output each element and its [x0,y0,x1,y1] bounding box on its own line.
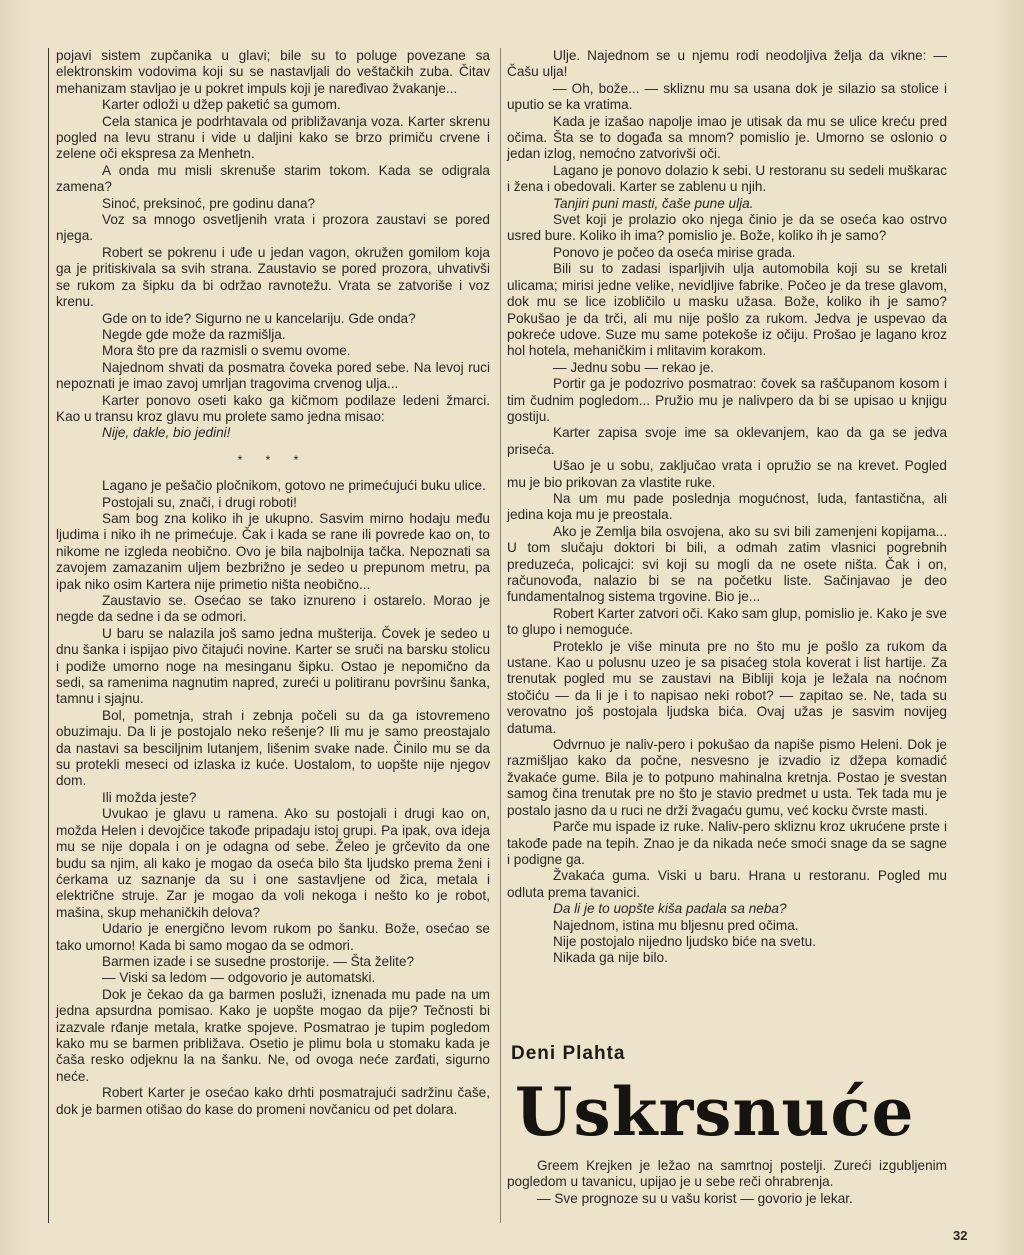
paragraph: Dok je čekao da ga barmen posluži, iznenada mu pade na um jedna apsurdna pomisao. Kako je uopšte mogao da pije? Tečnosti bi izazvale rđanje metala, kratke spojeve. Posmatrao je tupim pogledom kako mu se barmen približava. Osetio je plimu bola u stomaku kada je čaša resko odjeknu la na šanku. Ne, od ovoga neće zarđati, sigurno neće. [56,986,490,1084]
story-title: Uskrsnuće [515,1073,915,1151]
left-margin-rule [48,48,49,1223]
paragraph: Bol, pometnja, strah i zebnja počeli su da ga istovremeno obuzimaju. Da li je postojalo neko rešenje? Ili mu je samo preostajalo da nastavi sa besciljnim lutanjem, lišenim svake nade. Činilo mu se da su protekli meseci od izlaska iz kuće. Uostalom, to uopšte nije njegov dom. [56,707,490,789]
paragraph: Lagano je ponovo dolazio k sebi. U restoranu su sedeli muškarac i žena i obedovali. Karter se zablenu u njih. [507,162,947,195]
paragraph: Robert se pokrenu i uđe u jedan vagon, okružen gomilom koja ga je pritiskivala sa svih strana. Zaustavio se pored prozora, uhvativši se rukom za šipku da bi održao ravnotežu. Vrata se zatvoriše i voz krenu. [56,244,490,310]
paragraph: — Sve prognoze su u vašu korist — govorio je lekar. [537,1190,853,1206]
paragraph: Najednom, istina mu bljesnu pred očima. [553,917,799,933]
paragraph: Bili su to zadasi isparljivih ulja automobila koji su se kretali ulicama; mirisi jedne velike, nevidljive fabrike. Počeo je da trese glavom, dok mu se lice izobličilo u masku užasa. Bože, koliko ih je samo? Pokušao je da trči, ali mu nije pošlo za rukom. Jedva je uspevao da pokreće udove. Suze mu same potekoše iz očiju. Prošao je lagano kroz hol hotela, mehaničkim i mlitavim korakom. [507,261,947,359]
story-opening [507,1158,947,1207]
paragraph: Nije, dakle, bio jedini! [102,425,231,441]
paragraph: Cela stanica je podrhtavala od približavanja voza. Karter skrenu pogled na levu stranu i vide u daljini kako se brzo primiču crvene i zelene oči ekspresa za Menhetn. [56,113,490,162]
paragraph: — Jednu sobu — rekao je. [553,359,714,375]
paragraph: Parče mu ispade iz ruke. Naliv-pero skliznu kroz ukrućene prste i takođe pade na tepih. Znao je da nikada neće smoći snage da se sagne i podigne ga. [507,819,947,867]
column-divider [500,48,501,1223]
paragraph: Zaustavio se. Osećao se tako iznureno i ostarelo. Morao je negde da sedne i da se odmori. [56,593,490,625]
paragraph: Barmen izade i se susedne prostorije. — Šta želite? [102,953,415,969]
paragraph: Kada je izašao napolje imao je utisak da mu se ulice kreću pred očima. Šta se to događa sa mnom? pomislio je. Umorno se oslonio o jedan izlog, nemoćno zatvorivši oči. [507,113,947,162]
right-text-column [507,48,947,967]
paragraph: Voz sa mnogo osvetljenih vrata i prozora zaustavi se pored njega. [56,212,490,244]
paragraph: — Viski sa ledom — odgovorio je automatski. [102,970,376,986]
paragraph: Robert Karter je osećao kako drhti posmatrajući sadržinu čaše, dok je barmen otišao do kase do promeni novčanicu od pet dolara. [56,1085,490,1117]
story-author: Deni Plahta [511,1043,626,1064]
paragraph: Lagano je pešačio pločnikom, gotovo ne primećujući buku ulice. [102,478,486,494]
paragraph: A onda mu misli skrenuše starim tokom. Kada se odigrala zamena? [56,162,490,195]
paragraph: Portir ga je podozrivo posmatrao: čovek sa raščupanom kosom i tim čudnim pogledom... Pružio mu je nalivpero da bi se upisao u knjigu gostiju. [507,376,947,424]
paragraph: Negde gde može da razmišlja. [102,326,286,342]
paragraph: Odvrnuo je naliv-pero i pokušao da napiše pismo Heleni. Dok je razmišljao kako da počne, nesvesno je izvadio iz džepa komadić žvakaće gume. Bila je to potpuno mahinalna kretnja. Postao je svestan samog čina trenutak pre no što je stavio predmet u usta. Tek tada mu je postalo jasno da u ruci ne drži žvagaću gumu, već kocku čvrste masti. [507,737,947,818]
paragraph: Greem Krejken je ležao na samrtnoj postelji. Zureći izgubljenim pogledom u tavanicu, upijao je u sebe reči ohrabrenja. [507,1158,947,1190]
paragraph: Proteklo je više minuta pre no što mu je pošlo za rukom da ustane. Kao u polusnu uzeo je sa pisaćeg stola koverat i list hartije. Za trenutak pogled mu se zaustavi na Bibliji koja je ležala na noćnom stočiću — da li je i to napisao neki robot? — zapitao se. Ne, tada su verovatno još postojala ljudska bića. Ovaj užas je sasvim novijeg datuma. [507,638,947,736]
paragraph: pojavi sistem zupčanika u glavi; bile su to poluge povezane sa elektronskim vodovima koji su se nastavljali do veštačkih zuba. Čitav mehanizam stavljao je u pokret impuls koji je naređivao žvakanje... [56,48,490,96]
paragraph: Ili možda jeste? [102,789,197,805]
paragraph: Gde on to ide? Sigurno ne u kancelariju. Gde onda? [102,310,416,326]
paragraph: Udario je energično levom rukom po šanku. Bože, osećao se tako umorno! Kada bi samo mogao da se odmori. [56,921,490,953]
paragraph: Ako je Zemlja bila osvojena, ako su svi bili zamenjeni kopijama... U tom slučaju doktori bi bili, a odmah zatim vlasnici pogrebnih preduzeća, policajci: svi koji su mogli da ne osete ništa. Čak i on, računovođa, nalazio bi se na početku liste. Sačinjavao je deo fundamentalnog sistema trgovine. Bio je... [507,523,947,605]
paragraph: Postojali su, znači, i drugi roboti! [102,494,297,510]
paragraph: — Oh, bože... — skliznu mu sa usana dok je silazio sa stolice i uputio se ka vratima. [507,80,947,113]
paragraph: Mora što pre da razmisli o svemu ovome. [102,343,351,359]
paragraph: Sinoć, preksinoć, pre godinu dana? [102,195,316,211]
paragraph: Najednom shvati da posmatra čoveka pored sebe. Na levoj ruci nepoznati je imao zavoj umrljan tragovima crvenog ulja... [56,359,490,392]
paragraph: Nije postojalo nijedno ljudsko biće na svetu. [553,933,816,949]
paragraph: Ponovo je počeo da oseća mirise grada. [553,244,796,260]
paragraph: Karter zapisa svoje ime sa oklevanjem, kao da ga se jedva priseća. [507,425,947,457]
paragraph: U baru se nalazila još samo jedna mušterija. Čovek je sedeo u dnu šanka i ispijao pivo čitajući novine. Karter se sruči na barsku stolicu i podiže umorno noge na mesinganu šipku. Ostao je nepomično da sedi, sa ramenima nagnutim napred, zureći u politiranu površinu šanka, tamnu i sjajnu. [56,625,490,707]
page-number: 32 [953,1228,968,1243]
paragraph: Ulje. Najednom se u njemu rodi neodoljiva želja da vikne: — Čašu ulja! [507,48,947,80]
paragraph: Da li je to uopšte kiša padala sa neba? [553,901,787,917]
paragraph: Ušao je u sobu, zaključao vrata i opružio se na krevet. Pogled mu je bio prikovan za vlastite ruke. [507,458,947,490]
paragraph: Žvakaća guma. Viski u baru. Hrana u restoranu. Pogled mu odluta prema tavanici. [507,868,947,900]
paragraph: Sam bog zna koliko ih je ukupno. Sasvim mirno hodaju među ljudima i niko ih ne primećuje. Čak i kada se rane ili povrede kao on, to nikome ne izgleda neobično. Ovo je bila najbolnija tačka. Nepoznati sa zavojem zamazanim uljem bezbrižno je sedeo u prepunom metru, pa ipak niko osim Kartera nije primetio ništa neobično... [56,510,490,592]
paragraph: Na um mu pade poslednja mogućnost, luda, fantastična, ali jedina koja mu je preostala. [507,490,947,523]
left-text-column [56,48,490,1118]
section-separator: * * * [237,452,309,467]
paragraph: Karter odloži u džep paketić sa gumom. [102,97,341,113]
paragraph: Nikada ga nije bilo. [553,950,668,966]
paragraph: Uvukao je glavu u ramena. Ako su postojali i drugi kao on, možda Helen i devojčice takođe pripadaju istoj grupi. Pa ipak, ova ideja mu se nije dopala i on je odagna od sebe. Želeo je grčevito da one budu sa njim, ali kako je mogao da oseća bilo šta ljudsko prema ženi i ćerkama uz saznanje da su i one sastavljene od žica, metala i električne struje. Zar je mogao da voli nekoga i nešto ko je robot, mašina, skup mehaničkih delova? [56,806,490,920]
paragraph: Svet koji je prolazio oko njega činio je da se oseća kao ostrvo usred bure. Koliko ih ima? pomislio je. Bože, koliko ih je samo? [507,212,947,244]
paragraph: Tanjiri puni masti, čaše pune ulja. [553,195,754,211]
paragraph: Karter ponovo oseti kako ga kičmom podilaze ledeni žmarci. Kao u transu kroz glavu mu prolete samo jedna misao: [56,392,490,424]
paragraph: Robert Karter zatvori oči. Kako sam glup, pomislio je. Kako je sve to glupo i nemoguće. [507,605,947,638]
